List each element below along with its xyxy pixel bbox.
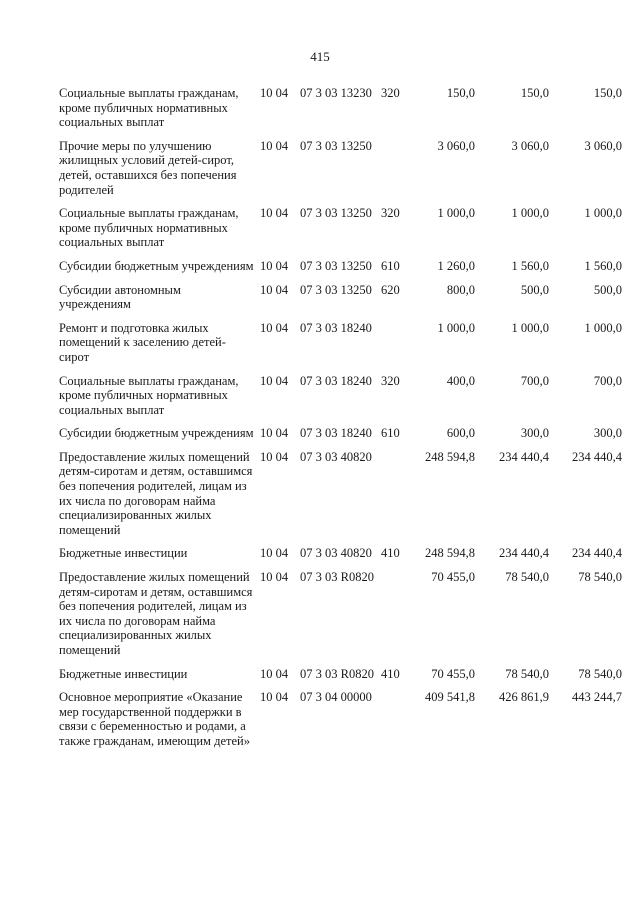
amount-year-3: 443 244,7: [572, 690, 622, 705]
amount-year-1: 70 455,0: [431, 666, 475, 681]
table-row: [59, 374, 631, 418]
table-row: [59, 86, 631, 130]
target-article-code: 07 3 03 18240: [300, 373, 372, 388]
amount-year-2: 78 540,0: [505, 666, 549, 681]
table-row: [59, 450, 631, 538]
section-code: 10 04: [260, 666, 289, 681]
expense-type-code: 410: [381, 666, 400, 681]
section-code: 10 04: [260, 373, 289, 388]
target-article-code: 07 3 04 00000: [300, 690, 372, 705]
amount-year-1: 1 260,0: [437, 258, 475, 273]
table-row: [59, 570, 631, 658]
amount-year-3: 234 440,4: [572, 449, 622, 464]
table-row: [59, 139, 631, 197]
expense-type-code: 620: [381, 282, 400, 297]
table-row: [59, 321, 631, 365]
amount-year-2: 1 560,0: [511, 258, 549, 273]
amount-year-2: 78 540,0: [505, 570, 549, 585]
amount-year-3: 3 060,0: [584, 138, 622, 153]
expense-item-name: Предоставление жилых помещений детям-сиротам и детям, оставшимся без попечения родителей, лицам из их числа по договорам найма специализированных жилых помещений: [59, 570, 253, 657]
amount-year-2: 3 060,0: [511, 138, 549, 153]
expense-type-code: 320: [381, 206, 400, 221]
amount-year-3: 1 000,0: [584, 320, 622, 335]
amount-year-3: 1 560,0: [584, 258, 622, 273]
section-code: 10 04: [260, 86, 289, 100]
section-code: 10 04: [260, 690, 289, 705]
target-article-code: 07 3 03 18240: [300, 426, 372, 441]
amount-year-1: 800,0: [446, 282, 475, 297]
amount-year-2: 1 000,0: [511, 206, 549, 221]
table-row: [59, 283, 631, 312]
amount-year-3: 700,0: [593, 373, 622, 388]
target-article-code: 07 3 03 13250: [300, 206, 372, 221]
target-article-code: 07 3 03 R0820: [300, 666, 374, 681]
amount-year-2: 234 440,4: [499, 449, 549, 464]
amount-year-3: 78 540,0: [578, 666, 622, 681]
budget-table: [59, 86, 631, 758]
target-article-code: 07 3 03 40820: [300, 546, 372, 561]
expense-item-name: Прочие меры по улучшению жилищных условий детей-сирот, детей, оставшихся без попечения родителей: [59, 138, 237, 197]
expense-item-name: Субсидии бюджетным учреждениям: [59, 258, 254, 273]
table-row: [59, 426, 631, 441]
amount-year-3: 78 540,0: [578, 570, 622, 585]
amount-year-1: 1 000,0: [437, 320, 475, 335]
amount-year-2: 700,0: [520, 373, 549, 388]
amount-year-1: 600,0: [446, 426, 475, 441]
expense-item-name: Социальные выплаты гражданам, кроме публичных нормативных социальных выплат: [59, 373, 239, 417]
amount-year-3: 300,0: [593, 426, 622, 441]
amount-year-1: 1 000,0: [437, 206, 475, 221]
expense-type-code: 610: [381, 426, 400, 441]
expense-type-code: 410: [381, 546, 400, 561]
amount-year-3: 1 000,0: [584, 206, 622, 221]
expense-type-code: 610: [381, 258, 400, 273]
section-code: 10 04: [260, 546, 289, 561]
table-row: [59, 690, 631, 748]
expense-item-name: Бюджетные инвестиции: [59, 546, 188, 561]
expense-type-code: 320: [381, 373, 400, 388]
page-number: 415: [310, 49, 330, 64]
expense-item-name: Бюджетные инвестиции: [59, 666, 188, 681]
amount-year-2: 234 440,4: [499, 546, 549, 561]
table-row: [59, 259, 631, 274]
target-article-code: 07 3 03 13250: [300, 282, 372, 297]
section-code: 10 04: [260, 206, 289, 221]
target-article-code: 07 3 03 R0820: [300, 570, 374, 585]
amount-year-2: 500,0: [520, 282, 549, 297]
target-article-code: 07 3 03 13250: [300, 138, 372, 153]
table-row: [59, 667, 631, 682]
amount-year-3: 234 440,4: [572, 546, 622, 561]
amount-year-1: 3 060,0: [437, 138, 475, 153]
amount-year-2: 426 861,9: [499, 690, 549, 705]
expense-item-name: Субсидии автономным учреждениям: [59, 282, 181, 312]
section-code: 10 04: [260, 449, 289, 464]
expense-item-name: Ремонт и подготовка жилых помещений к заселению детей-сирот: [59, 320, 226, 364]
expense-item-name: Предоставление жилых помещений детям-сиротам и детям, оставшимся без попечения родителей, лицам из их числа по договорам найма специализированных жилых помещений: [59, 449, 253, 537]
expense-item-name: Социальные выплаты гражданам, кроме публичных нормативных социальных выплат: [59, 86, 239, 130]
section-code: 10 04: [260, 138, 289, 153]
target-article-code: 07 3 03 40820: [300, 449, 372, 464]
section-code: 10 04: [260, 570, 289, 585]
expense-item-name: Социальные выплаты гражданам, кроме публичных нормативных социальных выплат: [59, 206, 239, 250]
amount-year-1: 150,0: [446, 86, 475, 100]
expense-item-name: Основное мероприятие «Оказание мер государственной поддержки в связи с беременностью и родами, а также гражданам, имеющим детей»: [59, 690, 250, 748]
amount-year-1: 248 594,8: [425, 449, 475, 464]
table-row: [59, 206, 631, 250]
amount-year-2: 150,0: [520, 86, 549, 100]
section-code: 10 04: [260, 320, 289, 335]
expense-item-name: Субсидии бюджетным учреждениям: [59, 426, 254, 441]
target-article-code: 07 3 03 13230: [300, 86, 372, 100]
section-code: 10 04: [260, 282, 289, 297]
amount-year-1: 400,0: [446, 373, 475, 388]
amount-year-1: 70 455,0: [431, 570, 475, 585]
target-article-code: 07 3 03 18240: [300, 320, 372, 335]
amount-year-2: 1 000,0: [511, 320, 549, 335]
section-code: 10 04: [260, 258, 289, 273]
amount-year-1: 248 594,8: [425, 546, 475, 561]
amount-year-2: 300,0: [520, 426, 549, 441]
amount-year-3: 500,0: [593, 282, 622, 297]
expense-type-code: 320: [381, 86, 400, 100]
amount-year-1: 409 541,8: [425, 690, 475, 705]
table-row: [59, 546, 631, 561]
amount-year-3: 150,0: [593, 86, 622, 100]
target-article-code: 07 3 03 13250: [300, 258, 372, 273]
section-code: 10 04: [260, 426, 289, 441]
